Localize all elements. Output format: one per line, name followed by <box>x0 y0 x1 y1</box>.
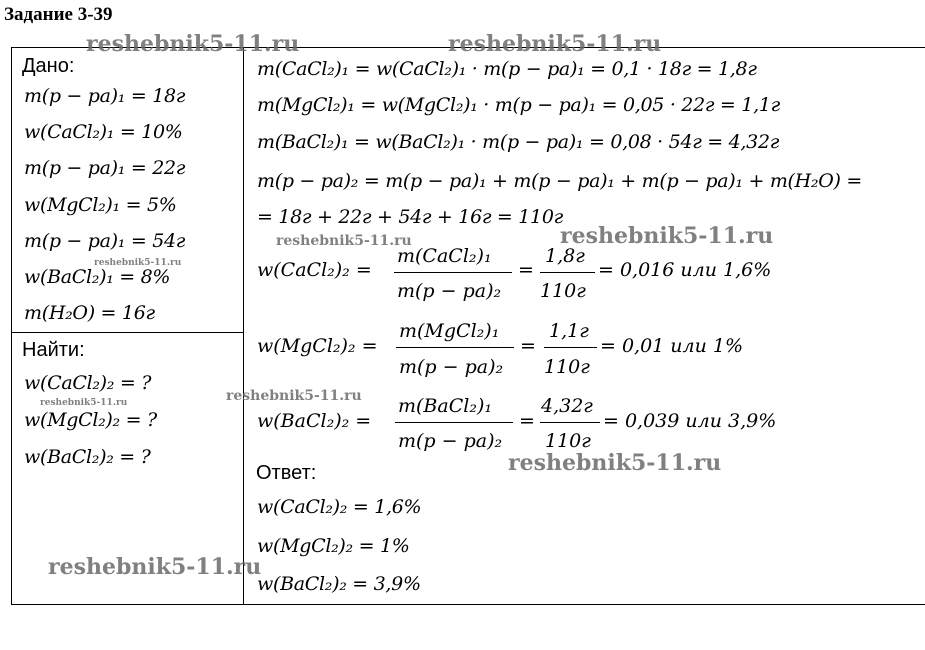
given-find-divider <box>11 332 244 333</box>
find-line: w(BaCl₂)₂ = ? <box>24 446 151 468</box>
answer-line: w(BaCl₂)₂ = 3,9% <box>257 573 421 595</box>
fraction-bar <box>394 272 512 273</box>
given-line: w(BaCl₂)₁ = 8% <box>24 266 171 288</box>
watermark: reshebnik5-11.ru <box>226 388 362 404</box>
watermark: reshebnik5-11.ru <box>560 223 774 249</box>
formula-lhs: w(BaCl₂)₂ = <box>257 410 372 432</box>
fraction-denominator: m(p − pa)₂ <box>398 430 503 452</box>
watermark: reshebnik5-11.ru <box>86 31 300 57</box>
solution-line: m(BaCl₂)₁ = w(BaCl₂)₁ · m(p − pa)₁ = 0,08 · 54г = 4,32г <box>257 131 780 153</box>
find-line: w(CaCl₂)₂ = ? <box>24 372 152 394</box>
formula-equals: = <box>520 335 536 357</box>
answer-line: w(MgCl₂)₂ = 1% <box>257 535 410 557</box>
fraction-bar <box>396 347 514 348</box>
watermark: reshebnik5-11.ru <box>508 450 722 476</box>
formula-equals: = <box>519 410 535 432</box>
fraction-denominator: m(p − pa)₂ <box>397 280 502 302</box>
solution-line: m(MgCl₂)₁ = w(MgCl₂)₁ · m(p − pa)₁ = 0,05 · 22г = 1,1г <box>257 94 780 116</box>
fraction-numerator: 1,8г <box>545 245 585 267</box>
column-divider <box>243 47 244 605</box>
formula-lhs: w(MgCl₂)₂ = <box>257 335 378 357</box>
fraction-bar <box>540 272 595 273</box>
fraction-denominator: 110г <box>544 356 590 378</box>
fraction-bar <box>395 422 513 423</box>
given-line: w(CaCl₂)₁ = 10% <box>24 121 183 143</box>
solution-line: m(p − pa)₂ = m(p − pa)₁ + m(p − pa)₁ + m(p − pa)₁ + m(H₂O) = <box>257 170 863 192</box>
watermark: reshebnik5-11.ru <box>448 31 662 57</box>
fraction-numerator: 4,32г <box>541 395 593 417</box>
given-line: m(p − pa)₁ = 18г <box>24 85 186 107</box>
fraction-numerator: m(BaCl₂)₁ <box>398 395 492 417</box>
formula-result: = 0,016 или 1,6% <box>598 259 772 281</box>
watermark: reshebnik5-11.ru <box>94 258 182 268</box>
given-line: m(H₂O) = 16г <box>24 302 155 324</box>
solution-line: m(CaCl₂)₁ = w(CaCl₂)₁ · m(p − pa)₁ = 0,1 · 18г = 1,8г <box>257 58 757 80</box>
given-line: m(p − pa)₁ = 22г <box>24 157 186 179</box>
watermark: reshebnik5-11.ru <box>40 398 128 408</box>
given-line: m(p − pa)₁ = 54г <box>24 230 186 252</box>
find-line: w(MgCl₂)₂ = ? <box>24 409 157 431</box>
fraction-numerator: 1,1г <box>549 320 589 342</box>
answer-header: Ответ: <box>256 462 317 484</box>
fraction-denominator: 110г <box>540 280 586 302</box>
given-line: w(MgCl₂)₁ = 5% <box>24 194 177 216</box>
answer-line: w(CaCl₂)₂ = 1,6% <box>257 496 422 518</box>
task-title: Задание 3-39 <box>4 4 113 25</box>
solution-line: = 18г + 22г + 54г + 16г = 110г <box>257 206 563 228</box>
fraction-bar <box>544 347 597 348</box>
formula-result: = 0,039 или 3,9% <box>603 410 777 432</box>
watermark: reshebnik5-11.ru <box>276 233 412 249</box>
fraction-denominator: 110г <box>545 430 591 452</box>
formula-equals: = <box>518 259 534 281</box>
formula-lhs: w(CaCl₂)₂ = <box>257 259 372 281</box>
formula-result: = 0,01 или 1% <box>600 335 744 357</box>
find-header: Найти: <box>22 339 85 361</box>
fraction-denominator: m(p − pa)₂ <box>399 356 504 378</box>
given-header: Дано: <box>22 55 75 77</box>
fraction-numerator: m(CaCl₂)₁ <box>397 245 492 267</box>
fraction-bar <box>540 422 600 423</box>
fraction-numerator: m(MgCl₂)₁ <box>399 320 500 342</box>
watermark: reshebnik5-11.ru <box>48 554 262 580</box>
